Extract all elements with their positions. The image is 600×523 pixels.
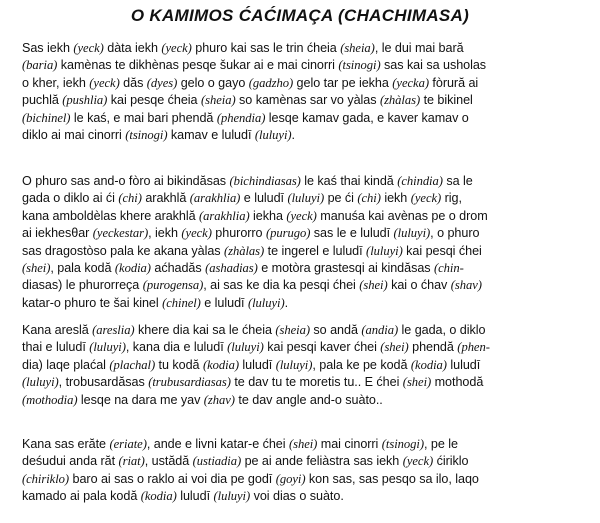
text-line: (shei), pala kodă (kodia) aćhadăs (ashadias) e motòra grastesqi ai kindăsas (chin-: [22, 260, 464, 275]
text-line: sas dragostòso pala ke akana yàlas (zhàlas) te ingerel e luludī (luluyi) kai pesqi ćhei: [22, 243, 482, 258]
text-line: gada o diklo ai ći (chi) arakhlă (arakhlia) e luludī (luluyi) pe ći (chi) iekh (yeck) rig,: [22, 191, 462, 206]
page-title: O KAMIMOS ĆAĆIMAÇA (CHACHIMASA): [130, 6, 470, 25]
paragraph-4: [22, 436, 588, 506]
text-line: thai e luludī (luluyi), kana dia e luludī (luluyi) kai pesqi kaver ćhei (shei) phendă (phen-: [22, 340, 490, 355]
text-line: ai iekhesθar (yeckestar), iekh (yeck) phurorro (purugo) sas le e luludī (luluyi), o phuro: [22, 226, 480, 241]
text-line: O phuro sas and-o fòro ai bikindăsas (bichindiasas) le kaś thai kindă (chindia) sa le: [22, 174, 473, 188]
text-line: puchlă (pushlia) kai pesqe ćheia (sheia) so kamènas sar vo yàlas (zhàlas) te bikinel: [22, 93, 473, 108]
paragraph-2: [22, 173, 588, 312]
text-line: Sas iekh (yeck) dàta iekh (yeck) phuro kai sas le trin ćheia (sheia), le dui mai bară: [22, 41, 464, 55]
text-line: Kana sas erăte (eriate), ande e livni katar-e ćhei (shei) mai cinorri (tsinogi), pe le: [22, 437, 458, 451]
text-line: katar-o phuro te šai kinel (chinel) e luludī (luluyi).: [22, 295, 289, 310]
text-line: dia) laqe plaćal (plachal) tu kodă (kodia) luludī (luluyi), pala ke pe kodă (kodia) luludī: [22, 357, 481, 372]
text-line: o kher, iekh (yeck) dăs (dyes) gelo o gayo (gadzho) gelo tar pe iekha (yecka) fòrură ai: [22, 75, 479, 90]
text-line: (mothodia) lesqe na dara me yav (zhav) te dav angle and-o suàto..: [22, 392, 383, 407]
paragraph-3: [22, 322, 588, 409]
text-line: Kana areslă (areslia) khere dia kai sa le ćheia (sheia) so andă (andia) le gada, o diklo: [22, 323, 486, 337]
text-line: (bichinel) le kaś, e mai bari phendă (phendia) lesqe kamav gada, e kaver kamav o: [22, 110, 469, 125]
text-line: (luluyi), trobusardăsas (trubusardiasas) te dav tu te moretis tu.. E ćhei (shei) mothodă: [22, 375, 484, 390]
paragraph-1: [22, 40, 588, 144]
text-line: kana amboldèlas khere arakhlă (arakhlia) iekha (yeck) manuśa kai avènas pe o drom: [22, 208, 488, 223]
text-line: (baria) kamènas te dikhènas pesqe šukar ai e mai cinorri (tsinogi) sas kai sa usholas: [22, 58, 487, 73]
text-line: kamado ai pala kodă (kodia) luludī (luluyi) voi dias o suàto.: [22, 489, 344, 504]
text-line: diklo ai mai cinorri (tsinogi) kamav e luludī (luluyi).: [22, 127, 295, 142]
text-line: (chiriklo) baro ai sas o raklo ai voi dia pe godī (goyi) kon sas, sas pesqo sa ilo, laqo: [22, 471, 479, 486]
text-line: diasas) le phurorreça (purogensa), ai sas ke dia ka pesqi ćhei (shei) kai o ćhav (shav): [22, 278, 482, 293]
text-line: deśudui anda răt (riat), ustădă (ustiadia) pe ai ande feliàstra sas iekh (yeck) ćiriklo: [22, 454, 469, 469]
